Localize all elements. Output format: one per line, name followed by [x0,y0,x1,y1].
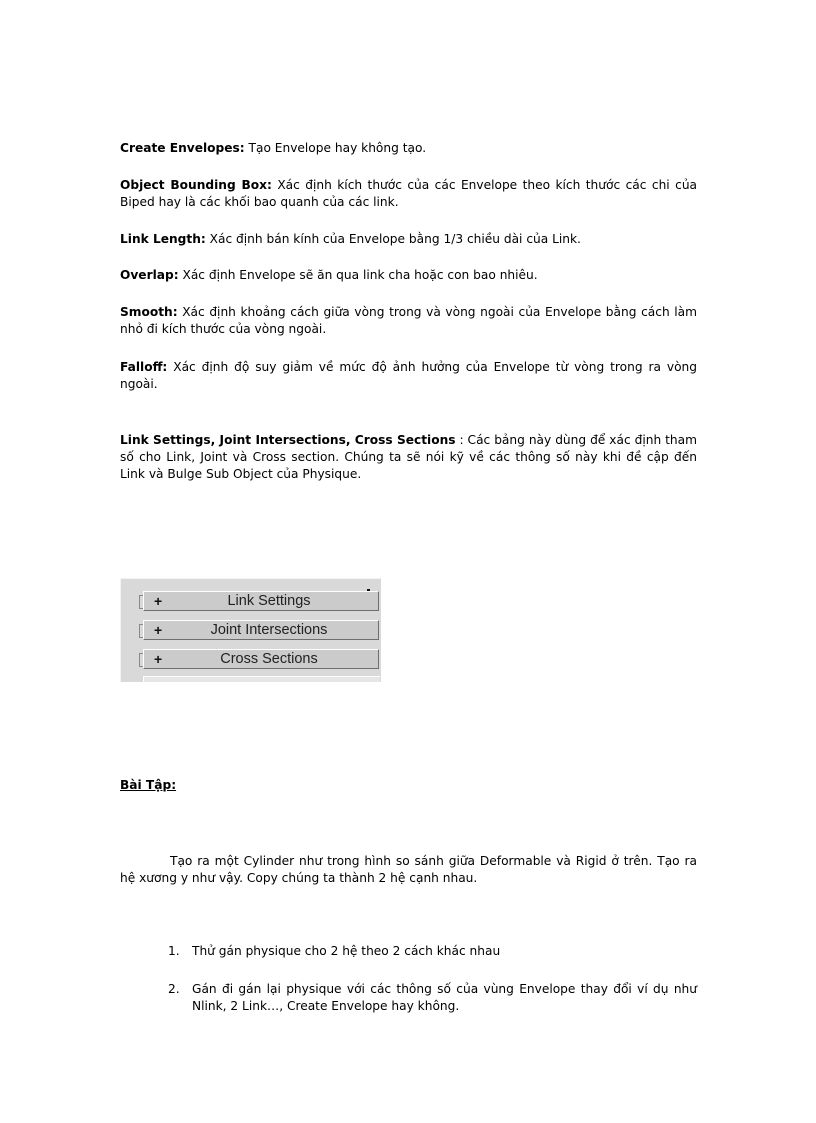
rollout-link-settings[interactable] [143,591,379,611]
paragraph-overlap [120,267,697,284]
paragraph-link-length [120,231,697,248]
list-number: 2. [168,982,180,996]
list-number: 1. [168,944,180,958]
list-item [168,981,697,1015]
term-object-bounding-box: Object Bounding Box: [120,178,272,192]
expand-plus-icon: + [154,622,163,638]
term-falloff: Falloff: [120,360,168,374]
term-overlap: Overlap: [120,268,179,282]
desc-link-length: Xác định bán kính của Envelope bằng 1/3 chiều dài của Link. [205,232,581,246]
exercise-heading: Bài Tập: [120,778,177,792]
paragraph-link-settings [120,432,697,483]
list-item [168,943,697,960]
expand-plus-icon: + [154,651,163,667]
term-create-envelopes: Create Envelopes: [120,141,245,155]
desc-smooth: Xác định khoảng cách giữa vòng trong và vòng ngoài của Envelope bằng cách làm nhỏ đi kích thước của vòng ngoài. [120,305,697,336]
paragraph-falloff [120,359,697,393]
paragraph-smooth [120,304,697,338]
rollout-label: Joint Intersections [210,622,328,638]
expand-plus-icon: + [154,593,163,609]
exercise-intro: Tạo ra một Cylinder như trong hình so sánh giữa Deformable và Rigid ở trên. Tạo ra hệ xương y như vậy. Copy chúng ta thành 2 hệ cạnh nhau. [120,854,697,885]
list-text: Gán đi gán lại physique với các thông số của vùng Envelope thay đổi ví dụ như Nlink, 2 Link…, Create Envelope hay không. [192,982,697,1013]
desc-link-settings: : Các bảng này dùng để xác định tham số cho Link, Joint và Cross section. Chúng ta sẽ nói kỹ về các thông số này khi đề cập đến Link và Bulge Sub Object của Physique. [120,433,697,481]
term-link-settings: Link Settings, Joint Intersections, Cross Sections [120,433,456,447]
paragraph-object-bounding-box [120,177,697,211]
desc-falloff: Xác định độ suy giảm về mức độ ảnh hưởng của Envelope từ vòng trong ra vòng ngoài. [120,360,697,391]
term-smooth: Smooth: [120,305,178,319]
rollout-partial [143,676,380,682]
term-link-length: Link Length: [120,232,206,246]
desc-create-envelopes: Tạo Envelope hay không tạo. [244,141,427,155]
rollout-label: Link Settings [227,593,311,609]
rollout-label: Cross Sections [220,651,318,667]
paragraph-create-envelopes [120,140,697,157]
desc-overlap: Xác định Envelope sẽ ăn qua link cha hoặc con bao nhiêu. [178,268,538,282]
desc-object-bounding-box: Xác định kích thước của các Envelope theo kích thước các chi của Biped hay là các khối bao quanh của các link. [120,178,698,209]
rollout-panel-screenshot [120,578,381,682]
rollout-cross-sections[interactable] [143,649,379,669]
rollout-joint-intersections[interactable] [143,620,379,640]
list-text: Thử gán physique cho 2 hệ theo 2 cách khác nhau [192,944,501,958]
